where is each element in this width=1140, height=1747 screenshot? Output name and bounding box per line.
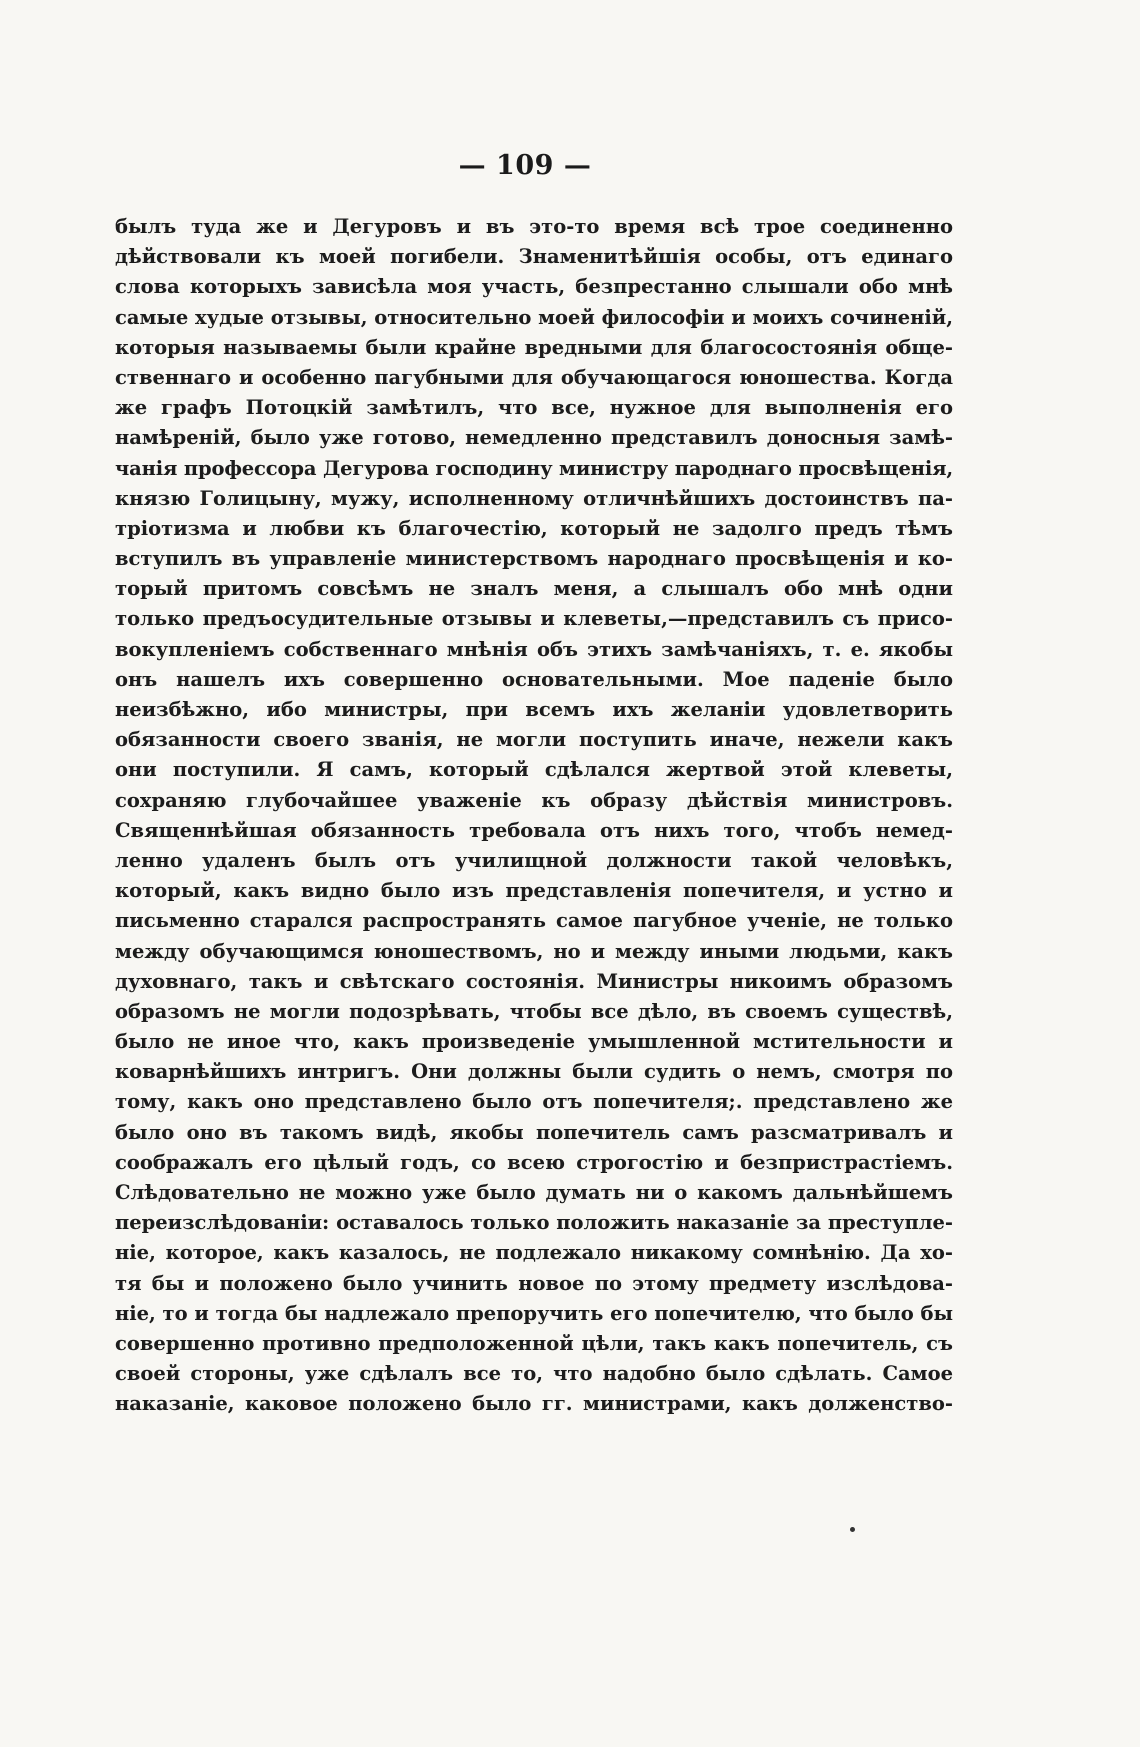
text-line: самые худые отзывы, относительно моей философіи и моихъ сочиненій,: [115, 305, 953, 329]
text-line: онъ нашелъ ихъ совершенно основательными. Мое паденіе было: [115, 667, 953, 691]
text-line: тріотизма и любви къ благочестію, который не задолго предъ тѣмъ: [115, 516, 953, 540]
page-number: — 109 —: [458, 150, 592, 181]
text-line: образомъ не могли подозрѣвать, чтобы все дѣло, въ своемъ существѣ,: [115, 999, 953, 1023]
ink-speck: [850, 1527, 855, 1532]
text-line: коварнѣйшихъ интригъ. Они должны были судить о немъ, смотря по: [115, 1060, 953, 1084]
text-line: ственнаго и особенно пагубными для обучающагося юношества. Когда: [115, 365, 953, 389]
text-line: вступилъ въ управленіе министерствомъ народнаго просвѣщенія и ко-: [115, 547, 953, 571]
text-line: наказаніе, каковое положено было гг. министрами, какъ долженство-: [115, 1392, 953, 1416]
text-line: своей стороны, уже сдѣлалъ все то, что надобно было сдѣлать. Самое: [115, 1362, 953, 1386]
text-line: которыя называемы были крайне вредными для благосостоянія обще-: [115, 335, 953, 359]
text-line: тя бы и положено было учинить новое по этому предмету изслѣдова-: [115, 1271, 953, 1295]
text-line: вокупленіемъ собственнаго мнѣнія объ этихъ замѣчаніяхъ, т. е. якобы: [115, 637, 953, 661]
text-line: между обучающимся юношествомъ, но и между иными людьми, какъ: [115, 939, 953, 963]
text-line: было оно въ такомъ видѣ, якобы попечитель самъ разсматривалъ и: [115, 1120, 953, 1144]
text-line: они поступили. Я самъ, который сдѣлался жертвой этой клеветы,: [115, 758, 953, 782]
text-line: духовнаго, такъ и свѣтскаго состоянія. Министры никоимъ образомъ: [115, 969, 953, 993]
text-line: обязанности своего званія, не могли поступить иначе, нежели какъ: [115, 728, 953, 752]
text-line: тому, какъ оно представлено было отъ попечителя;. представлено же: [115, 1090, 953, 1114]
text-line: чанія профессора Дегурова господину министру пароднаго просвѣщенія,: [115, 456, 954, 480]
text-line: Священнѣйшая обязанность требовала отъ нихъ того, чтобъ немед-: [115, 818, 953, 842]
text-line: неизбѣжно, ибо министры, при всемъ ихъ желаніи удовлетворить: [115, 698, 953, 721]
text-line: слова которыхъ зависѣла моя участь, безпрестанно слышали обо мнѣ: [115, 275, 953, 299]
text-line: торый притомъ совсѣмъ не зналъ меня, а слышалъ обо мнѣ одни: [115, 577, 953, 601]
text-line: ніе, которое, какъ казалось, не подлежало никакому сомнѣнію. Да хо-: [115, 1241, 953, 1265]
text-line: Слѣдовательно не можно уже было думать ни о какомъ дальнѣйшемъ: [115, 1181, 953, 1204]
text-line: было не иное что, какъ произведеніе умышленной мстительности и: [115, 1030, 953, 1054]
text-line: же графъ Потоцкій замѣтилъ, что все, нужное для выполненія его: [115, 396, 953, 420]
text-line: только предъосудительные отзывы и клеветы,—представилъ съ присо-: [115, 607, 953, 631]
text-line: совершенно противно предположенной цѣли, такъ какъ попечитель, съ: [115, 1331, 953, 1355]
text-line: ніе, то и тогда бы надлежало препоручить его попечителю, что было бы: [115, 1301, 953, 1325]
text-line: ленно удаленъ былъ отъ училищной должности такой человѣкъ,: [115, 848, 953, 872]
text-line: сохраняю глубочайшее уваженіе къ образу дѣйствія министровъ.: [115, 788, 953, 812]
text-line: намѣреній, было уже готово, немедленно представилъ доносныя замѣ-: [115, 426, 953, 450]
text-line: письменно старался распространять самое пагубное ученіе, не только: [115, 909, 953, 933]
text-line: соображалъ его цѣлый годъ, со всею строгостію и безпристрастіемъ.: [115, 1150, 953, 1174]
text-line: дѣйствовали къ моей погибели. Знаменитѣйшія особы, отъ единаго: [115, 245, 953, 269]
text-line: который, какъ видно было изъ представленія попечителя, и устно и: [115, 879, 953, 903]
text-line: князю Голицыну, мужу, исполненному отличнѣйшихъ достоинствъ па-: [115, 486, 953, 510]
text-line: былъ туда же и Дегуровъ и въ это-то время всѣ трое соединенно: [115, 215, 953, 238]
body-text: [115, 212, 953, 1420]
text-line: переизслѣдованіи: оставалось только положить наказаніе за преступле-: [115, 1211, 953, 1235]
